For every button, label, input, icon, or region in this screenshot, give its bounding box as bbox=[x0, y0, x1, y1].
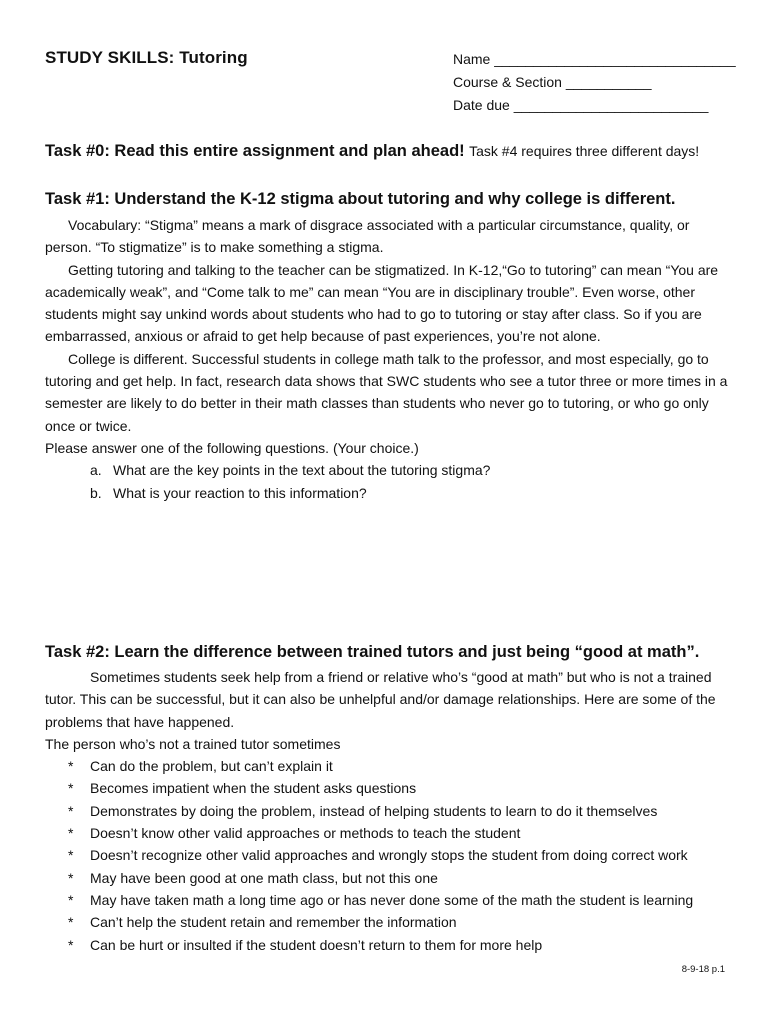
bullet-marker: * bbox=[68, 914, 74, 931]
question-marker: b. bbox=[90, 484, 102, 501]
question-marker: a. bbox=[90, 462, 102, 479]
list-item: * May have taken math a long time ago or has never done some of the math the student is learning bbox=[45, 889, 735, 911]
page-footer: 8-9-18 p.1 bbox=[681, 964, 725, 975]
list-item: * May have been good at one math class, but not this one bbox=[45, 867, 735, 889]
task2-heading: Task #2: Learn the difference between trained tutors and just being “good at math”. bbox=[45, 643, 700, 661]
name-line: Name _______________________________ bbox=[453, 51, 736, 67]
task0-line bbox=[45, 142, 735, 161]
bullet-marker: * bbox=[68, 869, 74, 886]
list-item: * Doesn’t know other valid approaches or methods to teach the student bbox=[45, 822, 735, 844]
task0-heading: Task #0: Read this entire assignment and plan ahead! bbox=[45, 142, 465, 160]
task1-heading: Task #1: Understand the K-12 stigma about tutoring and why college is different. bbox=[45, 190, 676, 208]
course-section-line: Course & Section ___________ bbox=[453, 74, 652, 90]
list-item: * Can do the problem, but can’t explain it bbox=[45, 755, 735, 777]
task1-paragraph-stigma: Getting tutoring and talking to the teacher can be stigmatized. In K-12,“Go to tutoring” can mean “You are academically weak”, and “Come talk to me” can mean “You are in disciplinary trouble”. Even worse, other students might say unkind words about students who had to go to tutoring or stay after class. So if you are embarrassed, anxious or afraid to get help because of past experiences, you’re not alone. bbox=[45, 261, 719, 345]
list-item: * Demonstrates by doing the problem, instead of helping students to learn to do it themselves bbox=[45, 800, 735, 822]
date-due-line: Date due _________________________ bbox=[453, 97, 709, 113]
task2-list-intro: The person who’s not a trained tutor sometimes bbox=[45, 735, 341, 752]
bullet-marker: * bbox=[68, 825, 74, 842]
task1-vocabulary: Vocabulary: “Stigma” means a mark of disgrace associated with a particular circumstance, quality, or person. “To stigmatize” is to make something a stigma. bbox=[45, 217, 690, 256]
task2-problem-list bbox=[45, 755, 735, 956]
question-item bbox=[45, 459, 735, 481]
task1-prompt: Please answer one of the following questions. (Your choice.) bbox=[45, 439, 419, 456]
bullet-marker: * bbox=[68, 780, 74, 797]
question-item bbox=[45, 482, 735, 504]
question-text: What are the key points in the text about the tutoring stigma? bbox=[113, 462, 491, 479]
list-item: * Can’t help the student retain and remember the information bbox=[45, 911, 735, 933]
task2-intro: Sometimes students seek help from a friend or relative who’s “good at math” but who is not a trained tutor. This can be successful, but it can also be unhelpful and/or damage relationships. Here are some of the problems that have happened. bbox=[45, 669, 716, 730]
task1-body bbox=[45, 214, 735, 504]
task1-question-list bbox=[45, 459, 735, 504]
task2-body bbox=[45, 666, 735, 956]
bullet-marker: * bbox=[68, 758, 74, 775]
bullet-marker: * bbox=[68, 936, 74, 953]
bullet-marker: * bbox=[68, 891, 74, 908]
student-info-block bbox=[453, 48, 736, 117]
document-title: STUDY SKILLS: Tutoring bbox=[45, 48, 248, 67]
task0-note: Task #4 requires three different days! bbox=[469, 143, 700, 159]
list-item: * Becomes impatient when the student asks questions bbox=[45, 777, 735, 799]
list-item: * Doesn’t recognize other valid approaches and wrongly stops the student from doing correct work bbox=[45, 844, 735, 866]
task1-paragraph-college: College is different. Successful students in college math talk to the professor, and most especially, go to tutoring and get help. In fact, research data shows that SWC students who see a tutor three or more times in a semester are likely to do better in their math classes than students who never go to tutoring, or who go only once or twice. bbox=[45, 350, 728, 434]
question-text: What is your reaction to this information? bbox=[113, 484, 367, 501]
bullet-marker: * bbox=[68, 802, 74, 819]
bullet-marker: * bbox=[68, 847, 74, 864]
list-item: * Can be hurt or insulted if the student doesn’t return to them for more help bbox=[45, 934, 735, 956]
